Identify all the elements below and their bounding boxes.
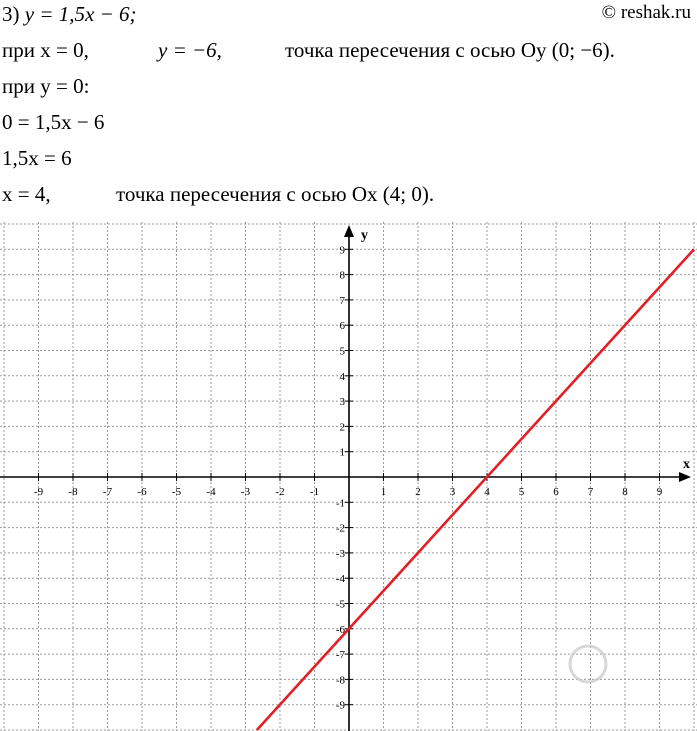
x-tick-label: 8 [622,486,628,498]
x-tick-label: -2 [275,486,285,498]
x-tick-label: -4 [206,486,216,498]
y-tick-label: 8 [339,269,345,282]
y-tick-label: -9 [335,699,345,712]
x-tick-label: -9 [33,486,44,498]
x-tick-label: -3 [240,486,251,498]
y-tick-label: 2 [339,421,345,434]
x-tick-label: 4 [484,486,490,498]
solution-line-1 [2,38,615,63]
equation: y = 1,5x − 6; [24,2,137,26]
y-axis-label: y [361,228,368,243]
line5-intersection: точка пересечения с осью Ox (4; 0). [116,182,435,206]
watermark-copyright: © reshak.ru [601,2,691,23]
x-tick-label: 6 [553,486,559,498]
y-tick-label: -4 [335,573,345,586]
line1-condition: при x = 0, [2,38,89,62]
x-tick-label: 3 [449,486,456,498]
plot-series [257,249,694,730]
y-tick-label: 5 [339,345,345,358]
x-tick-label: -8 [68,486,78,498]
x-tick-label: -6 [137,486,147,498]
y-tick-label: 9 [339,244,345,257]
solution-header [2,2,136,27]
function-graph [0,222,697,731]
y-tick-label: 4 [339,370,345,383]
x-tick-label: -7 [102,486,113,498]
solution-line-5 [2,182,435,207]
y-tick-label: -3 [335,547,345,560]
x-axis-label: x [683,457,690,472]
x-tick-label: 9 [656,486,663,498]
y-tick-label: 7 [339,294,345,307]
series-line [257,249,694,730]
solution-line-4: 1,5x = 6 [2,146,72,170]
solution-line-2: при y = 0: [2,74,90,98]
y-tick-label: -6 [335,623,345,636]
y-tick-label: -5 [335,598,345,611]
y-tick-label: -7 [335,649,345,662]
problem-number: 3) [2,2,20,26]
watermark-circle-icon [570,646,606,682]
x-tick-label: -1 [309,486,320,498]
solution-line-3: 0 = 1,5x − 6 [2,110,105,134]
y-tick-label: 3 [339,396,345,409]
y-tick-label: 1 [339,446,345,459]
line5-result: x = 4, [2,182,51,206]
y-tick-label: 6 [339,320,345,333]
x-tick-label: 7 [587,486,594,498]
x-tick-label: -5 [171,486,182,498]
x-tick-label: 1 [380,486,387,498]
y-axis-arrow [344,225,354,237]
y-tick-label: -2 [335,522,345,535]
line1-result: y = −6, [158,38,222,62]
axes [0,225,691,731]
x-tick-label: 2 [415,486,421,498]
x-tick-label: 5 [518,486,525,498]
line1-intersection: точка пересечения с осью Oy (0; −6). [285,38,615,62]
y-tick-label: -8 [335,674,345,687]
x-axis-arrow [679,472,691,482]
y-tick-label: -1 [335,497,345,510]
